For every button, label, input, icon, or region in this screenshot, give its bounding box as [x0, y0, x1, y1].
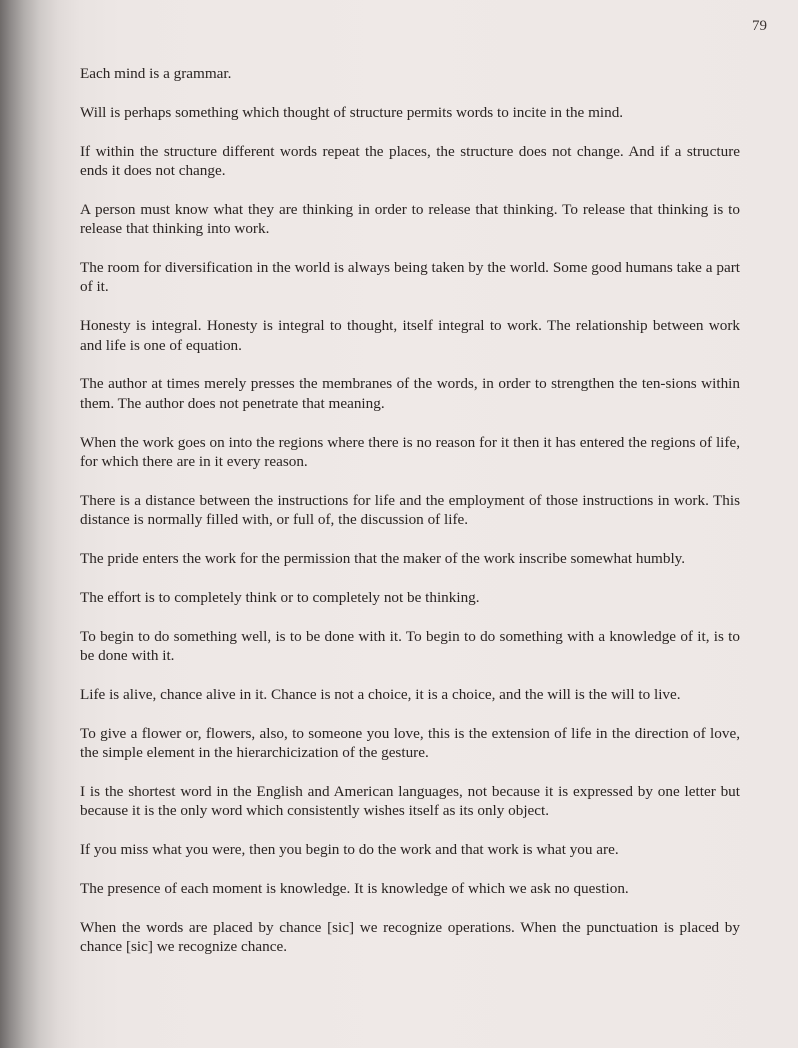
paragraph: If within the structure different words repeat the places, the structure does not change. And if a structure ends it does not change. [80, 142, 740, 179]
paragraph: I is the shortest word in the English and American languages, not because it is expressed by one letter but because it is the only word which consistently wishes itself as its only object. [80, 782, 740, 820]
page-number: 79 [752, 18, 767, 34]
paragraph: The author at times merely presses the membranes of the words, in order to strengthen the ten-sions within them. The author does not penetrate that meaning. [80, 375, 740, 412]
paragraph: When the words are placed by chance [sic] we recognize operations. When the punctuation is placed by chance [sic] we recognize chance. [80, 918, 740, 956]
paragraph: The pride enters the work for the permission that the maker of the work inscribe somewhat humbly. [80, 550, 686, 568]
paragraph: There is a distance between the instructions for life and the employment of those instructions in work. This distance is normally filled with, or full of, the discussion of life. [80, 491, 740, 529]
paragraph: To begin to do something well, is to be done with it. To begin to do something with a knowledge of it, is to be done with it. [80, 627, 740, 665]
paragraph: The presence of each moment is knowledge. It is knowledge of which we ask no question. [80, 879, 629, 897]
paragraph: Each mind is a grammar. [80, 65, 232, 82]
text-body [80, 64, 740, 976]
paragraph: To give a flower or, flowers, also, to someone you love, this is the extension of life in the direction of love, the simple element in the hierarchicization of the gesture. [80, 724, 740, 762]
paragraph: A person must know what they are thinking in order to release that thinking. To release that thinking is to release that thinking into work. [80, 200, 740, 238]
paragraph: Life is alive, chance alive in it. Chance is not a choice, it is a choice, and the will is the will to live. [80, 685, 681, 703]
paragraph: If you miss what you were, then you begin to do the work and that work is what you are. [80, 841, 619, 859]
paragraph: Will is perhaps something which thought of structure permits words to incite in the mind. [80, 103, 624, 121]
paragraph: Honesty is integral. Honesty is integral to thought, itself integral to work. The relationship between work and life is one of equation. [80, 317, 740, 354]
paragraph: The room for diversification in the world is always being taken by the world. Some good humans take a part of it. [80, 259, 740, 296]
paragraph: The effort is to completely think or to completely not be thinking. [80, 588, 480, 606]
paragraph: When the work goes on into the regions where there is no reason for it then it has entered the regions of life, for which there are in it every reason. [80, 433, 740, 471]
